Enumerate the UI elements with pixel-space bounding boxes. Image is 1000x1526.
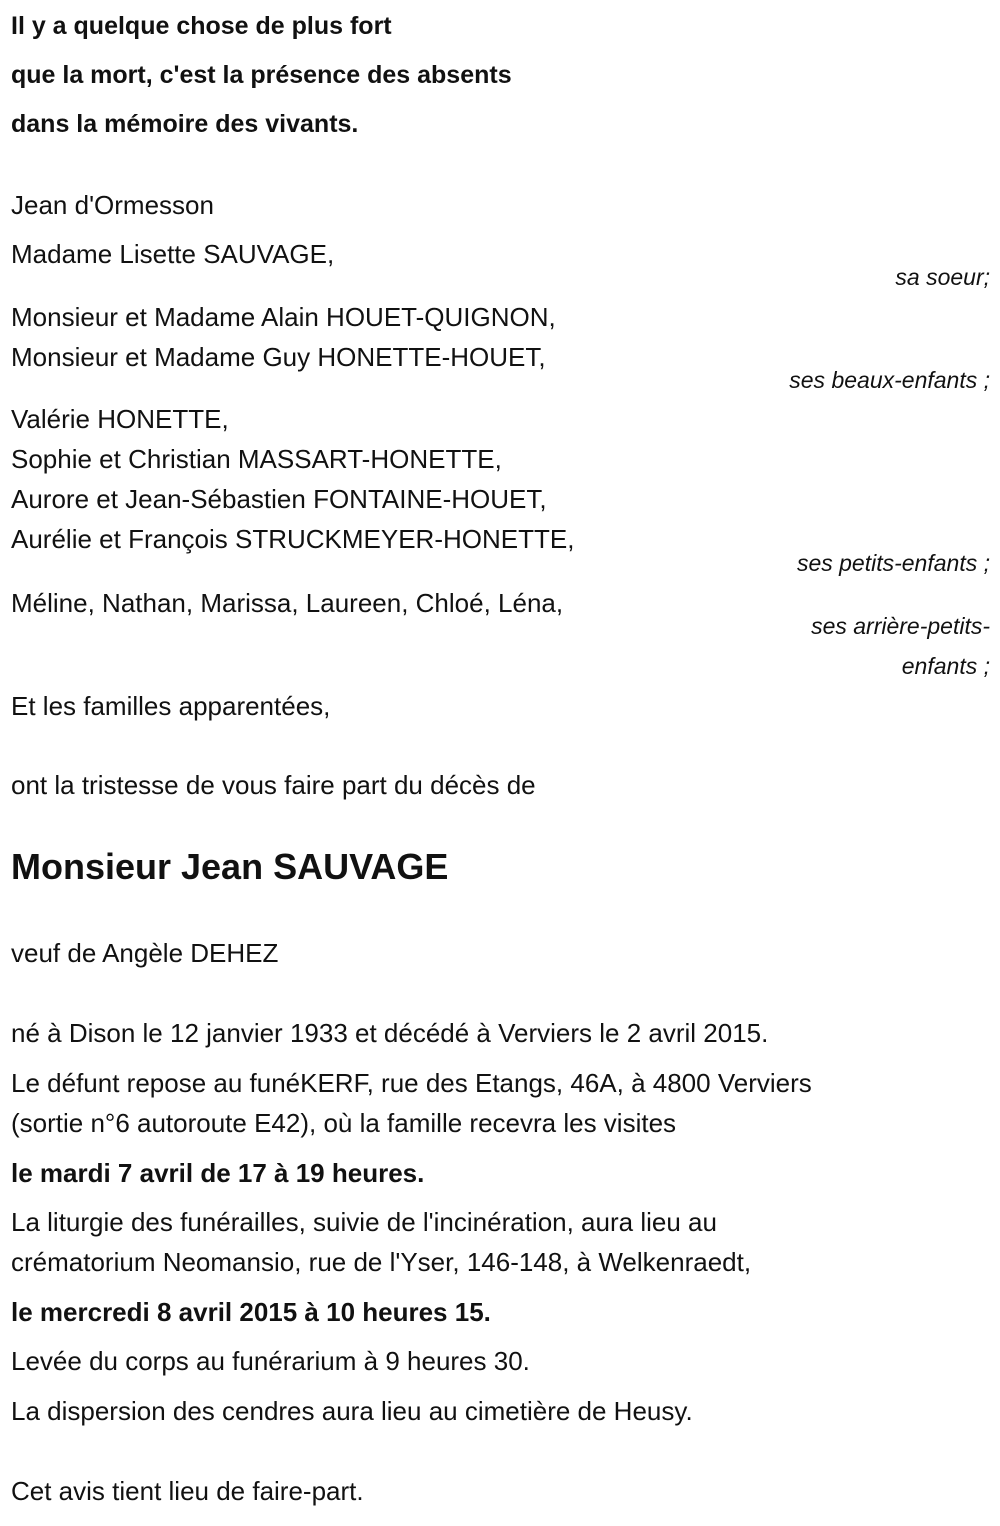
rest-place: (sortie n°6 autoroute E42), où la famille recevra les visites [11,1108,677,1138]
relation-label: ses petits-enfants ; [796,550,990,576]
family-name: Monsieur et Madame Guy HONETTE-HOUET, [11,342,546,372]
family-name: Sophie et Christian MASSART-HONETTE, [11,444,502,474]
widower-of: veuf de Angèle DEHEZ [11,938,279,968]
family-name: Valérie HONETTE, [11,404,229,434]
birth-death-dates: né à Dison le 12 janvier 1933 et décédé à Verviers le 2 avril 2015. [11,1018,769,1048]
rest-place: Le défunt repose au funéKERF, rue des Etangs, 46A, à 4800 Verviers [11,1068,812,1098]
departure-time: Levée du corps au funérarium à 9 heures 30. [11,1346,530,1376]
relation-label: ses arrière-petits- [811,613,990,639]
quote-line: Il y a quelque chose de plus fort [11,12,392,40]
liturgy: crématorium Neomansio, rue de l'Yser, 146-148, à Welkenraedt, [11,1247,752,1277]
deceased-name: Monsieur Jean SAUVAGE [11,846,449,887]
announcement: ont la tristesse de vous faire part du décès de [11,770,536,800]
relation-label: ses beaux-enfants ; [789,367,990,393]
quote-line: dans la mémoire des vivants. [11,110,359,138]
family-name: Méline, Nathan, Marissa, Laureen, Chloé, Léna, [11,588,564,618]
ashes-dispersal: La dispersion des cendres aura lieu au cimetière de Heusy. [11,1396,693,1426]
visit-time: le mardi 7 avril de 17 à 19 heures. [11,1158,425,1188]
related-families: Et les familles apparentées, [11,691,331,721]
family-name: Aurélie et François STRUCKMEYER-HONETTE, [11,524,575,554]
quote-line: que la mort, c'est la présence des absents [11,61,512,89]
family-name: Madame Lisette SAUVAGE, [11,239,335,269]
relation-label: sa soeur; [895,264,990,290]
relation-label: enfants ; [901,653,990,679]
ceremony-time: le mercredi 8 avril 2015 à 10 heures 15. [11,1297,491,1327]
family-name: Monsieur et Madame Alain HOUET-QUIGNON, [11,302,556,332]
closing-note: Cet avis tient lieu de faire-part. [11,1476,364,1506]
liturgy: La liturgie des funérailles, suivie de l'incinération, aura lieu au [11,1207,717,1237]
quote-author: Jean d'Ormesson [11,190,214,220]
family-name: Aurore et Jean-Sébastien FONTAINE-HOUET, [11,484,547,514]
